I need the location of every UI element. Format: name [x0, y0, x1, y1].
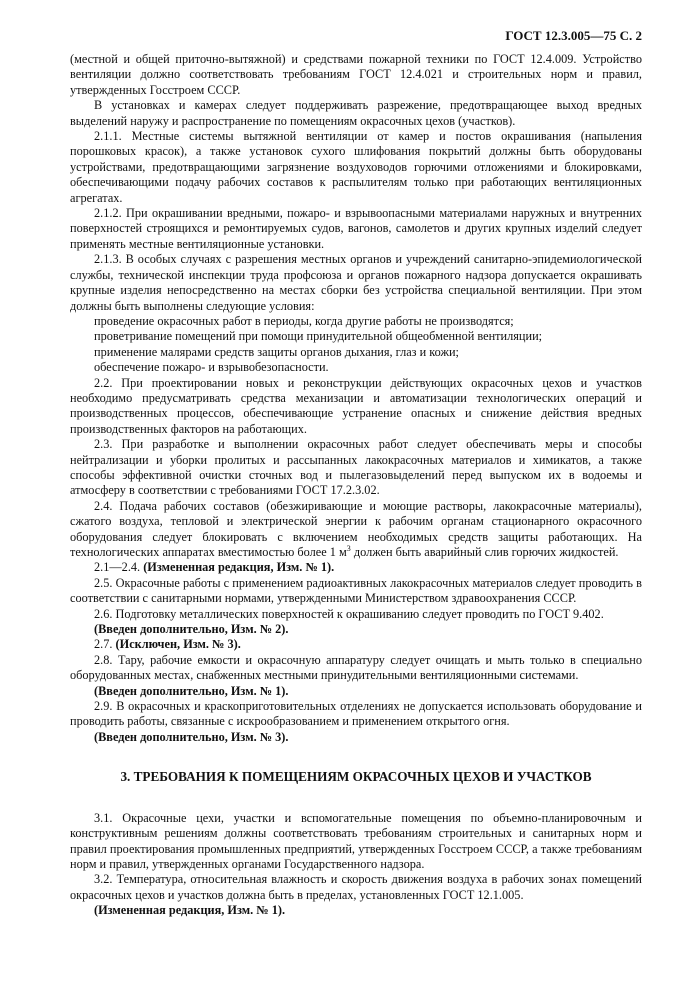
document-body [70, 52, 642, 919]
amendment-note-2-6: (Введен дополнительно, Изм. № 2). [94, 622, 289, 637]
paragraph-depression: В установках и камерах следует поддерживать разрежение, предотвращающее выход вредных выделений наружу и распространение по помещениям окрасочных цехов (участков). [70, 98, 642, 128]
document-header: ГОСТ 12.3.005—75 С. 2 [505, 28, 642, 43]
paragraph-2-4 [70, 499, 642, 561]
paragraph-continuation: (местной и общей приточно-вытяжной) и средствами пожарной техники по ГОСТ 12.4.009. Устройство вентиляции должно соответствовать требованиям ГОСТ 12.4.021 и строительных норм и правил, утвержденных Госстроем СССР. [70, 52, 642, 97]
amendment-note-2-8: (Введен дополнительно, Изм. № 1). [94, 683, 289, 698]
list-item: проведение окрасочных работ в периоды, когда другие работы не производятся; [94, 313, 514, 328]
paragraph-2-4-text: 2.4. Подача рабочих составов (обезжиривающие и моющие растворы, лакокрасочные материалы), сжатого воздуха, тепловой и электрической энергии к рабочим органам стационарного окрасочного оборудования следует блокировать с включением необходимых средств защиты работающих. На технологических аппаратах вместимостью более 1 м [70, 498, 642, 559]
amendment-text: (Измененная редакция, Изм. № 1). [143, 560, 335, 575]
paragraph-2-7-number: 2.7. [94, 637, 116, 652]
paragraph-2-5: 2.5. Окрасочные работы с применением радиоактивных лакокрасочных материалов следует проводить в соответствии с санитарными нормами, утвержденными Министерством здравоохранения СССР. [70, 575, 642, 606]
amendment-note-2-9: (Введен дополнительно, Изм. № 3). [94, 729, 289, 744]
amendment-range: 2.1—2.4. [94, 560, 144, 575]
paragraph-2-7 [70, 637, 642, 652]
amendment-text: (Исключен, Изм. № 3). [115, 637, 241, 652]
list-item: обеспечение пожаро- и взрывобезопасности. [94, 360, 329, 375]
list-item: проветривание помещений при помощи принудительной общеобменной вентиляции; [94, 329, 543, 344]
paragraph-2-1-1: 2.1.1. Местные системы вытяжной вентиляции от камер и постов окрашивания (напыления порошковых красок), а также установок сухого шлифования покрытий должны быть оборудованы устройствами, предотвращающими загрязнение воздуховодов горючими отложениями и блокировками, обеспечивающими подачу рабочих составов к распылителям только при работающих вентиляционных агрегатах. [70, 129, 642, 205]
paragraph-2-2: 2.2. При проектировании новых и реконструкции действующих окрасочных цехов и участков необходимо предусматривать средства механизации и автоматизации технологических операций и производственных процессов, обеспечивающие устранение опасных и снижение действия вредных производственных факторов на работающих. [70, 375, 642, 436]
paragraph-2-1-2: 2.1.2. При окрашивании вредными, пожаро- и взрывоопасными материалами наружных и внутренних поверхностей строящихся и ремонтируемых судов, вагонов, самолетов и других крупных изделий следует применять местные вентиляционные установки. [70, 206, 642, 251]
amendment-note-2-1-2-4 [70, 560, 642, 575]
section-3-heading: 3. ТРЕБОВАНИЯ К ПОМЕЩЕНИЯМ ОКРАСОЧНЫХ ЦЕХОВ И УЧАСТКОВ [120, 769, 592, 785]
paragraph-2-4-text-end: должен быть аварийный слив горючих жидкостей. [350, 545, 619, 559]
paragraph-3-1: 3.1. Окрасочные цехи, участки и вспомогательные помещения по объемно-планировочным и конструктивным решениям должны соответствовать требованиям строительных и санитарных норм и правил проектирования промышленных предприятий, утвержденных Госстроем СССР, а также требованиям норм и правил, утвержденных органами Государственного надзора. [70, 810, 642, 871]
paragraph-2-3: 2.3. При разработке и выполнении окрасочных работ следует обеспечивать меры и способы нейтрализации и уборки пролитых и рассыпанных лакокрасочных материалов и химикатов, а также способы эффективной очистки сточных вод и пылегазовыделений перед выпуском их в водоемы и атмосферу в соответствии с требованиями ГОСТ 17.2.3.02. [70, 437, 642, 498]
superscript-cubic: 3 [346, 543, 351, 553]
paragraph-2-6: 2.6. Подготовку металлических поверхностей к окрашиванию следует проводить по ГОСТ 9.402. [94, 606, 604, 621]
paragraph-2-9: 2.9. В окрасочных и краскоприготовительных отделениях не допускается использовать оборудование и проводить работы, связанные с искрообразованием и применением открытого огня. [70, 699, 642, 729]
paragraph-2-1-3: 2.1.3. В особых случаях с разрешения местных органов и учреждений санитарно-эпидемиологической службы, технической инспекции труда профсоюза и органов пожарного надзора допускается окрашивать крупные изделия непосредственно на местах сборки без устройства специальной вентиляции. При этом должны быть выполнены следующие условия: [70, 252, 642, 313]
list-item: применение малярами средств защиты органов дыхания, глаз и кожи; [94, 344, 459, 359]
paragraph-3-2: 3.2. Температура, относительная влажность и скорость движения воздуха в рабочих зонах помещений окрасочных цехов и участков должна быть в пределах, установленных ГОСТ 12.1.005. [70, 872, 642, 902]
paragraph-2-8: 2.8. Тару, рабочие емкости и окрасочную аппаратуру следует очищать и мыть только в специально оборудованных местах, снабженных местными принудительными вентиляционными системами. [70, 652, 642, 683]
amendment-note-3-2: (Измененная редакция, Изм. № 1). [94, 903, 286, 918]
